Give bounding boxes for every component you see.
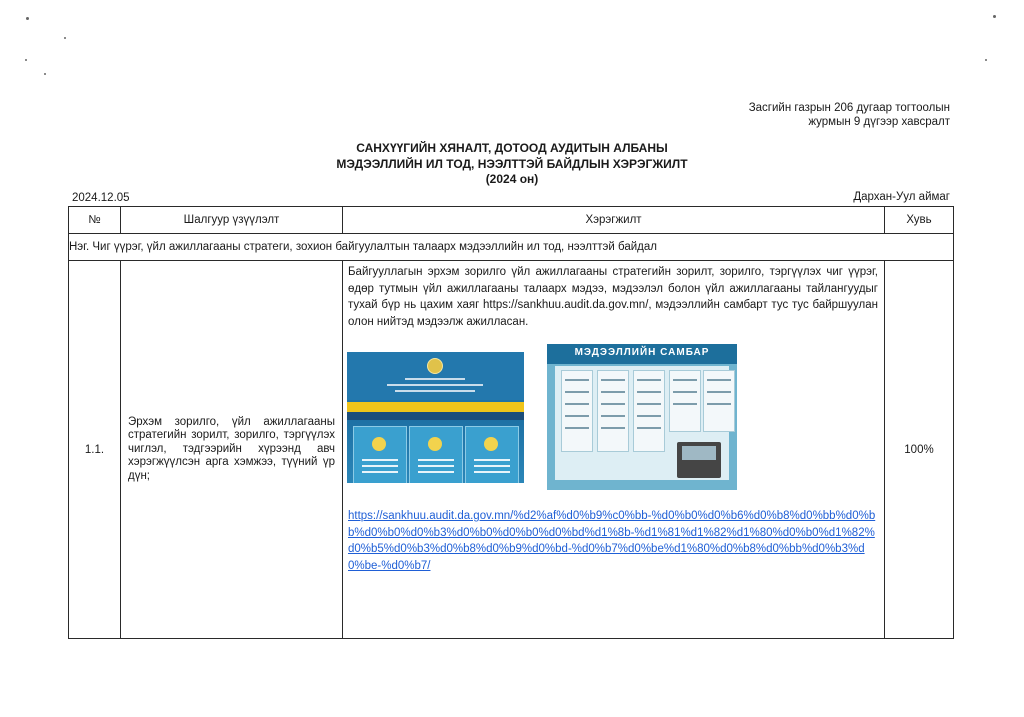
info-board-photo: [547, 344, 737, 490]
printer-device: [677, 442, 721, 478]
header-implementation: Хэрэгжилт: [343, 207, 885, 234]
scan-speck: [26, 17, 29, 20]
appendix-note: [749, 101, 950, 129]
row-implementation: [343, 261, 885, 639]
title-line-1: САНХҮҮГИЙН ХЯНАЛТ, ДОТООД АУДИТЫН АЛБАНЫ: [356, 141, 668, 155]
implementation-text: Байгууллагын эрхэм зорилго үйл ажиллагааны стратегийн зорилт, зорилго, тэргүүлэх чиг үүрэг, өдөр тутмын үйл ажиллагааны талаарх мэдээ, мэдээлэл болон үйл ажиллагааны тайлангуудыг тухай бүр нь цахим хаяг https://sankhuu.audit.da.gov.mn/, мэдээллийн самбарт тус тус байршуулан олон нийтэд мэдээлж ажилласан.: [348, 266, 878, 328]
scan-speck: [993, 15, 996, 18]
board-title: МЭДЭЭЛЛИЙН САМБАР: [574, 347, 710, 358]
row-criteria: Эрхэм зорилго, үйл ажиллагааны стратегийн зорилт, зорилго, тэргүүлэх чиглэл, тэдгээрийн хүрээнд авч хэрэгжүүлсэн арга хэмжээ, түүний үр дүн;: [121, 261, 343, 639]
title-line-3: (2024 он): [485, 172, 539, 186]
row-number: 1.1.: [69, 261, 121, 639]
scan-speck: [44, 73, 46, 75]
evidence-photos: [348, 344, 878, 504]
table-row: [69, 261, 954, 639]
title-line-2: МЭДЭЭЛЛИЙН ИЛ ТОД, НЭЭЛТТЭЙ БАЙДЛЫН ХЭРЭГЖИЛТ: [336, 156, 688, 171]
header-no: №: [69, 207, 121, 234]
report-date: 2024.12.05: [72, 192, 130, 204]
section-title: Нэг. Чиг үүрэг, үйл ажиллагааны стратеги, зохион байгуулалтын талаарх мэдээллийн ил тод, нээлттэй байдал: [69, 234, 954, 261]
section-row: [69, 234, 954, 261]
header-criteria: Шалгуур үзүүлэлт: [121, 207, 343, 234]
scan-speck: [25, 59, 27, 61]
row-percent: 100%: [885, 261, 954, 639]
evidence-link[interactable]: https://sankhuu.audit.da.gov.mn/%d2%af%d0%b9%c0%bb-%d0%b0%d0%b6%d0%b8%d0%bb%d0%bb%d0%b0%d0%b3%d0%b0%d0%b0%d0%bd%d1%8b-%d1%81%d1%82%d1%80%d0%b0%d1%82%d0%b5%d0%b3%d0%b8%d0%b9%d0%bd-%d0%b7%d0%be%d1%80%d0%b8%d0%bb%d0%b3%d0%be-%d0%b7/: [348, 510, 876, 572]
scan-speck: [985, 59, 987, 61]
implementation-table: [68, 206, 954, 639]
emblem-icon: [427, 358, 443, 374]
header-percent: Хувь: [885, 207, 954, 234]
scan-speck: [64, 37, 66, 39]
report-location: Дархан-Уул аймаг: [853, 191, 950, 203]
table-header-row: [69, 207, 954, 234]
appendix-line-1: Засгийн газрын 206 дугаар тогтоолын: [748, 102, 950, 114]
document-title: [0, 141, 1024, 188]
appendix-line-2: журмын 9 дүгээр хавсралт: [808, 116, 950, 128]
website-screenshot-image: [347, 352, 524, 483]
